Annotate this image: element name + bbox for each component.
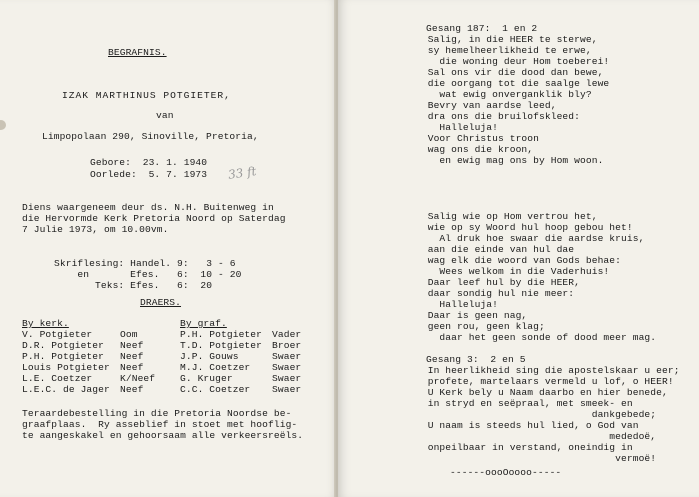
reading-line: en Efes. 6: 10 - 20: [54, 269, 242, 280]
bearer-name: P.H. Potgieter: [180, 329, 263, 340]
closing-line: te aangeskakel en gehoorsaam alle verkeersreëls.: [22, 430, 304, 441]
hymn-line: In heerlikheid sing die apostelskaar u eer;: [416, 365, 680, 376]
bearer-name: C.C. Coetzer: [180, 384, 251, 395]
hymn-line: profete, martelaars vermeld u lof, o HEER!: [416, 376, 674, 387]
hymn-line: in stryd en seëpraal, met smeek- en: [416, 398, 633, 409]
bearer-name: L.E.C. de Jager: [22, 384, 110, 395]
hymn-line: Voor Christus troon: [416, 133, 540, 144]
hymn-line: aan die einde van hul dae: [416, 244, 575, 255]
bearer-relation: Neef: [120, 351, 144, 362]
hymn-line: mededoë,: [416, 431, 657, 442]
hymn-line: Salig, in die HEER te sterwe,: [416, 34, 598, 45]
hymn-line: Salig wie op Hom vertrou het,: [416, 211, 598, 222]
punch-hole: [0, 120, 6, 130]
bearer-name: V. Potgieter: [22, 329, 93, 340]
bearers-heading: DRAERS.: [140, 297, 182, 308]
hymn-line: Halleluja!: [416, 122, 499, 133]
born: Gebore: 23. 1. 1940: [90, 157, 208, 168]
closing-line: graafplaas. Ry asseblief in stoet met hooflig-: [22, 419, 298, 430]
bearer-name: L.E. Coetzer: [22, 373, 93, 384]
hymn1-title: Gesang 187: 1 en 2: [426, 23, 538, 34]
hymn-line: U naam is steeds hul lied, o God van: [416, 420, 639, 431]
bearer-relation: Swaer: [272, 384, 302, 395]
van-label: van: [156, 110, 174, 121]
hymn-line: Bevry van aardse leed,: [416, 100, 557, 111]
reading-line: Skriflesing: Handel. 9: 3 - 6: [54, 258, 236, 269]
bearer-relation: Swaer: [272, 351, 302, 362]
hymn-line: wag elk die woord van Gods behae:: [416, 255, 622, 266]
address: Limpopolaan 290, Sinoville, Pretoria,: [42, 131, 259, 142]
hymn-line: Daar leef hul by die HEER,: [416, 277, 581, 288]
bearer-name: M.J. Coetzer: [180, 362, 251, 373]
bearer-relation: Oom: [120, 329, 138, 340]
bearer-relation: K/Neef: [120, 373, 156, 384]
hymn-line: daar het geen sonde of dood meer mag.: [416, 332, 657, 343]
hymn-line: sy hemelheerlikheid te erwe,: [416, 45, 592, 56]
service-line: die Hervormde Kerk Pretoria Noord op Saterdag: [22, 213, 286, 224]
hymn-line: Wees welkom in die Vaderhuis!: [416, 266, 610, 277]
deceased-name: IZAK MARTHINUS POTGIETER,: [62, 90, 231, 101]
bearer-name: D.R. Potgieter: [22, 340, 105, 351]
closing-line: Teraardebestelling in die Pretoria Noordse be-: [22, 408, 292, 419]
bearer-name: P.H. Potgieter: [22, 351, 105, 362]
hymn-line: wag ons die kroon,: [416, 144, 534, 155]
bearer-name: Louis Potgieter: [22, 362, 110, 373]
service-line: 7 Julie 1973, om 10.00vm.: [22, 224, 169, 235]
died: Oorlede: 5. 7. 1973: [90, 169, 208, 180]
bearer-name: J.P. Gouws: [180, 351, 239, 362]
hymn-line: die oorgang tot die saalge lewe: [416, 78, 610, 89]
right-page: [338, 0, 699, 497]
col-graf-heading: By graf.: [180, 318, 227, 329]
hymn-line: wie op sy Woord hul hoop gebou het!: [416, 222, 633, 233]
hymn-line: onpeilbaar in verstand, oneindig in: [416, 442, 633, 453]
bearer-name: G. Kruger: [180, 373, 233, 384]
pencil-note: 33 ft: [227, 164, 258, 182]
hymn-line: dankgebede;: [416, 409, 657, 420]
left-page: [0, 0, 336, 497]
reading-line: Teks: Efes. 6: 20: [54, 280, 213, 291]
bearer-relation: Swaer: [272, 362, 302, 373]
hymn-line: Daar is geen nag,: [416, 310, 528, 321]
bearer-relation: Vader: [272, 329, 302, 340]
hymn-line: dra ons die bruilofskleed:: [416, 111, 581, 122]
hymn-line: geen rou, geen klag;: [416, 321, 545, 332]
bearer-relation: Swaer: [272, 373, 302, 384]
heading: BEGRAFNIS.: [108, 47, 167, 58]
hymn-line: Halleluja!: [416, 299, 499, 310]
hymn-line: daar sondig hul nie meer:: [416, 288, 575, 299]
hymn-line: Al druk hoe swaar die aardse kruis,: [416, 233, 645, 244]
hymn-line: die woning deur Hom toeberei!: [416, 56, 610, 67]
bearer-relation: Neef: [120, 362, 144, 373]
end-mark: ------oooOoooo-----: [450, 467, 562, 478]
bearer-relation: Broer: [272, 340, 302, 351]
bearer-relation: Neef: [120, 384, 144, 395]
bearer-relation: Neef: [120, 340, 144, 351]
hymn-line: U Kerk bely u Naam daarbo en hier benede,: [416, 387, 668, 398]
col-kerk-heading: By kerk.: [22, 318, 69, 329]
hymn-line: wat ewig onverganklik bly?: [416, 89, 592, 100]
hymn-line: en ewig mag ons by Hom woon.: [416, 155, 604, 166]
bearer-name: T.D. Potgieter: [180, 340, 263, 351]
hymn-line: Sal ons vir die dood dan bewe,: [416, 67, 604, 78]
service-line: Diens waargeneem deur ds. N.H. Buitenweg in: [22, 202, 274, 213]
hymn2-title: Gesang 3: 2 en 5: [426, 354, 526, 365]
hymn-line: vermoë!: [416, 453, 657, 464]
